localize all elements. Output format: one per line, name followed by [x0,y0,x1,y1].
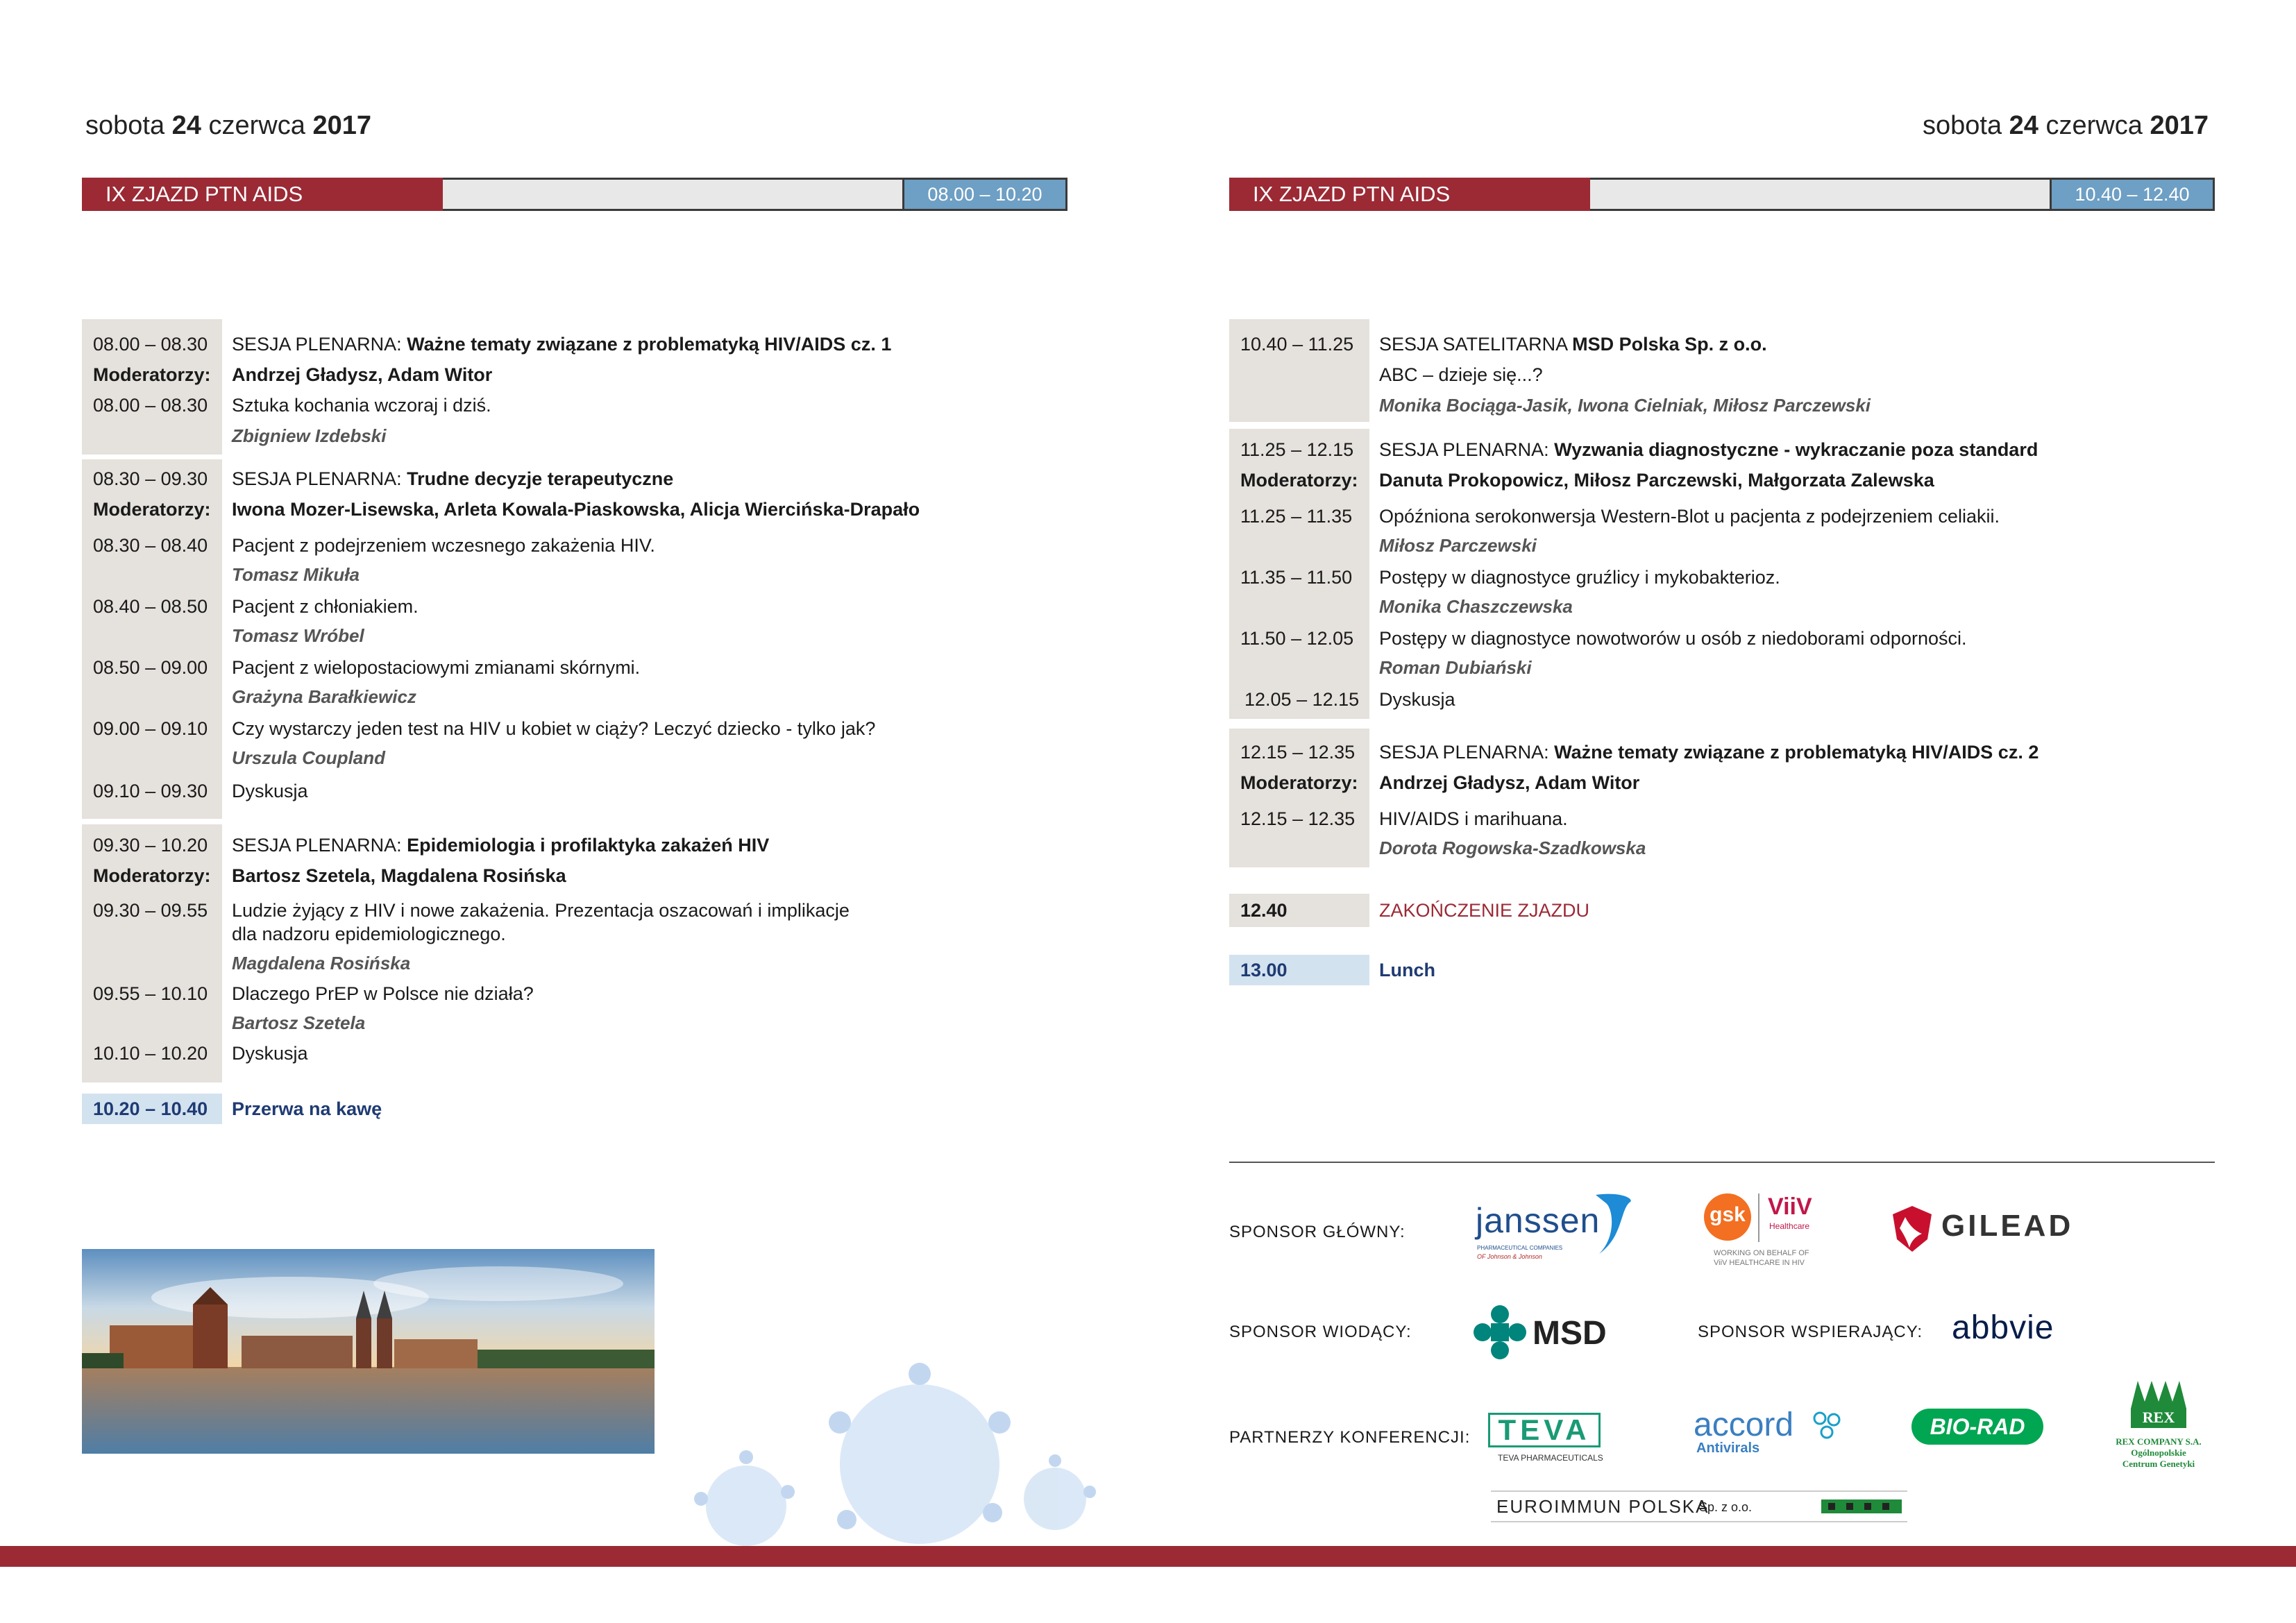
right-header-title: IX ZJAZD PTN AIDS [1229,178,1590,211]
session-title: SESJA PLENARNA: Ważne tematy związane z problematyką HIV/AIDS cz. 1 [232,334,892,355]
rex-logo: REX REX COMPANY S.A. Ogólnopolskie Centrum Genetyki [2103,1381,2214,1478]
left-session-2 [82,459,949,819]
left-date: sobota 24 czerwca 2017 [85,111,371,140]
biorad-logo: BIO-RAD [1911,1409,2043,1447]
talk-title: Pacjent z podejrzeniem wczesnego zakażenia HIV. [232,535,655,556]
talk-author: Miłosz Parczewski [1379,535,1537,556]
right-header-bar [1229,178,2215,211]
virus-decoration [666,1346,1124,1547]
accord-logo: accord Antivirals [1694,1406,1846,1461]
sponsor-support-label: SPONSOR WSPIERAJĄCY: [1698,1323,1923,1341]
session-time: 08.30 – 09.30 [93,468,208,489]
moderators: Andrzej Gładysz, Adam Witor [1379,772,1640,793]
talk-time: 08.40 – 08.50 [93,596,208,617]
left-header-time: 08.00 – 10.20 [902,178,1067,211]
talk-time: 08.00 – 08.30 [93,395,208,416]
talk-time: 09.10 – 09.30 [93,781,208,801]
right-session-3 [1229,729,2097,867]
talk-title: Postępy w diagnostyce nowotworów u osób z niedoborami odporności. [1379,628,1967,649]
talk-time: 09.00 – 09.10 [93,718,208,739]
right-date: sobota 24 czerwca 2017 [1923,111,2209,140]
closing-time: 12.40 [1229,894,1369,927]
sponsor-divider [1229,1162,2215,1163]
talk-author: Tomasz Wróbel [232,625,364,646]
talk-title: Dlaczego PrEP w Polsce nie działa? [232,983,534,1004]
moderators-label: Moderatorzy: [93,499,211,520]
talk-title: Pacjent z chłoniakiem. [232,596,419,617]
gsk-viiv-logo: gsk ViiV Healthcare WORKING ON BEHALF OF ViiV HEALTHCARE IN HIV [1704,1193,1829,1270]
right-header-time: 10.40 – 12.40 [2050,178,2215,211]
teva-logo: TEVA TEVA PHARMACEUTICALS [1488,1413,1613,1468]
talk-author: Tomasz Mikuła [232,564,360,585]
talk-time: 12.05 – 12.15 [1244,689,1360,710]
talk-title: Opóźniona serokonwersja Western-Blot u pacjenta z podejrzeniem celiakii. [1379,506,2000,527]
sponsor-main-label: SPONSOR GŁÓWNY: [1229,1223,1406,1241]
session-title: SESJA SATELITARNA MSD Polska Sp. z o.o. [1379,334,1767,355]
session-title: SESJA PLENARNA: Ważne tematy związane z problematyką HIV/AIDS cz. 2 [1379,742,2039,763]
talk-title: ABC – dzieje się...? [1379,364,1543,385]
talk-author: Zbigniew Izdebski [232,425,387,446]
lunch-label: Lunch [1379,960,1435,980]
left-session-3 [82,824,949,1082]
sponsor-lead-label: SPONSOR WIODĄCY: [1229,1323,1412,1341]
talk-time: 10.10 – 10.20 [93,1043,208,1064]
session-time: 11.25 – 12.15 [1240,439,1354,460]
talk-time: 09.30 – 09.55 [93,900,208,921]
talk-title: Pacjent z wielopostaciowymi zmianami skórnymi. [232,657,641,678]
talk-time: 11.35 – 11.50 [1240,567,1353,588]
session-title: SESJA PLENARNA: Trudne decyzje terapeutyczne [232,468,674,489]
talk-author: Urszula Coupland [232,747,386,768]
euroimmun-logo: EUROIMMUN POLSKA Sp. z o.o. [1491,1490,1907,1522]
left-header-spacer [443,178,902,211]
talk-time: 08.50 – 09.00 [93,657,208,678]
right-header-spacer [1590,178,2050,211]
talk-title: HIV/AIDS i marihuana. [1379,808,1568,829]
bottom-band [0,1546,2296,1567]
session-time: 09.30 – 10.20 [93,835,208,856]
closing-label: ZAKOŃCZENIE ZJAZDU [1379,900,1590,921]
talk-title: Czy wystarczy jeden test na HIV u kobiet w ciąży? Leczyć dziecko - tylko jak? [232,718,876,739]
moderators: Bartosz Szetela, Magdalena Rosińska [232,865,566,886]
talk-title: Sztuka kochania wczoraj i dziś. [232,395,491,416]
msd-logo: MSD [1473,1305,1626,1361]
session-time: 08.00 – 08.30 [93,334,208,355]
talk-author: Bartosz Szetela [232,1012,366,1033]
session-title: SESJA PLENARNA: Wyzwania diagnostyczne - wykraczanie poza standard [1379,439,2038,460]
session-time: 12.15 – 12.35 [1240,742,1356,763]
lunch-time: 13.00 [1229,955,1369,985]
left-header-title: IX ZJAZD PTN AIDS [82,178,443,211]
partners-label: PARTNERZY KONFERENCJI: [1229,1428,1471,1447]
talk-author: Dorota Rogowska-Szadkowska [1379,838,1646,858]
talk-title: Dyskusja [232,1043,308,1064]
break-time: 10.20 – 10.40 [82,1094,222,1124]
talk-time: 09.55 – 10.10 [93,983,208,1004]
talk-title: Postępy w diagnostyce gruźlicy i mykobakterioz. [1379,567,1780,588]
left-session-1 [82,319,949,454]
talk-author: Monika Bociąga-Jasik, Iwona Cielniak, Miłosz Parczewski [1379,395,1871,416]
session-title: SESJA PLENARNA: Epidemiologia i profilaktyka zakażeń HIV [232,835,770,856]
talk-author: Roman Dubiański [1379,657,1532,678]
moderators-label: Moderatorzy: [93,865,211,886]
right-session-1 [1229,319,2097,422]
moderators: Iwona Mozer-Lisewska, Arleta Kowala-Piaskowska, Alicja Wiercińska-Drapało [232,499,920,520]
city-photo [82,1249,655,1454]
moderators-label: Moderatorzy: [1240,772,1358,793]
talk-time: 11.25 – 11.35 [1240,506,1353,527]
talk-title: Dyskusja [1379,689,1455,710]
talk-title: Dyskusja [232,781,308,801]
talk-title: Ludzie żyjący z HIV i nowe zakażenia. Prezentacja oszacowań i implikacje [232,900,850,921]
moderators-label: Moderatorzy: [93,364,211,385]
talk-time: 08.30 – 08.40 [93,535,208,556]
gilead-logo: GILEAD [1891,1200,2093,1256]
talk-author: Magdalena Rosińska [232,953,411,974]
moderators: Andrzej Gładysz, Adam Witor [232,364,493,385]
janssen-logo: janssen PHARMACEUTICAL COMPANIES OF Johnson & Johnson [1476,1188,1601,1264]
abbvie-logo: abbvie [1952,1309,2054,1346]
talk-author: Grażyna Barałkiewicz [232,686,416,707]
right-session-2 [1229,429,2097,719]
moderators: Danuta Prokopowicz, Miłosz Parczewski, Małgorzata Zalewska [1379,470,1934,491]
talk-time: 12.15 – 12.35 [1240,808,1356,829]
session-time: 10.40 – 11.25 [1240,334,1354,355]
talk-title-cont: dla nadzoru epidemiologicznego. [232,924,506,944]
moderators-label: Moderatorzy: [1240,470,1358,491]
talk-author: Monika Chaszczewska [1379,596,1573,617]
talk-time: 11.50 – 12.05 [1240,628,1354,649]
left-header-bar [82,178,1067,211]
break-label: Przerwa na kawę [232,1098,382,1119]
